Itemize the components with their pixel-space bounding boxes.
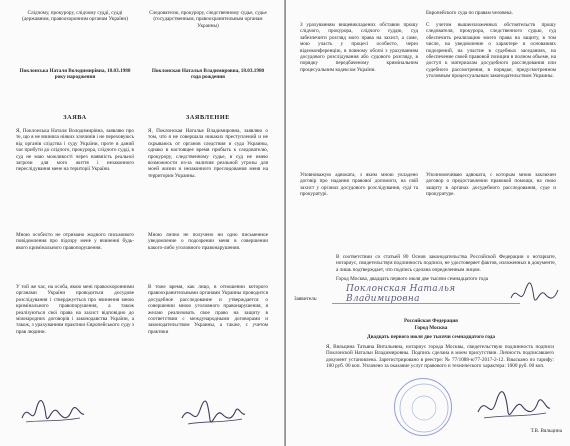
paragraph-2-ru: Мною лично не получено ни одно письменное уведомление о подозрении меня в совершении какого-либо уголовного правонарушения. — [148, 232, 268, 251]
handwritten-signature-name: Поклонская Наталья Владимировна — [346, 284, 456, 304]
notary-seal — [394, 378, 452, 436]
federation-label: Российская Федерация — [403, 318, 458, 324]
addressee-ua: Слідчому, прокурору, слідчому судді, судді (державним, правоохоронним органам України) — [22, 10, 128, 23]
paragraph-r1-ru: С учетом вышеизложенных обстоятельств прошу следователя, прокурора, следственного судью, суд обеспечить реализацию моего права на защиту, в том числе, на уведомление о характере и основаниях подозрений, на участие в судебных заседаниях, на обеспечение своей правовой позиции в полном объеме, на доступ к материалам досудебного расследования или судебного рассмотрения, в порядке, предусмотренном уголовным процессуальным законодательством Украины. — [426, 22, 556, 80]
header-line: Европейского суда по правам человека. — [426, 10, 513, 16]
paragraph-3-ua: У той же час, на особа, якою мені правоохоронними органами України проводиться досудове розслідування і стверджується про вчинення мною кримінального правопорушення, а також реалізуються свої права на захист відповідно до міжнародних договорів і законодавства України, а також, з урахуванням практики Європейського суду з прав людини. — [16, 284, 134, 335]
paragraph-1-ua: Я, Поклонська Наталя Володимирівна, заявляю про те, що я не вчиняла ніяких злочинів і не переховуюсь від органів слідства і суду України, проте в даний час прибути до слідчого, прокурора, слідчого судді, в суд не маю можливості через наявність реальної загрози для мого життя і незаконного переслідування мене на території України. — [16, 128, 134, 173]
paragraph-2-ua: Мною особисто не отримано жодного письмового повідомлення про підозру мене у вчиненні будь-якого кримінального правопорушення. — [16, 232, 134, 251]
paragraph-3-ru: В тоже время, как лицо, в отношении которого правоохранительными органами Украины проводится досудебное расследование и утверждается о совершении мною уголовного правонарушения, я желаю реализовать свое право на защиту в соответствии с международными договорами и законодательством Украины, а также, с учетом практики — [148, 284, 268, 335]
signature-notary — [474, 388, 554, 428]
title-ua: ЗАЯВА — [63, 114, 87, 121]
paragraph-1-ru: Я, Поклонская Наталья Владимировна, заявляю о том, что я не совершала никаких преступлений и не скрываюсь от органов следствия и суда Украины, однако в настоящее время прибыть к следователю, прокурору, следственному судье, в суд не имею возможности из-за наличия реальной угрозы для моей жизни и незаконного преследования меня на территории Украины. — [148, 128, 268, 179]
notary-body: Я, Вяльцина Татьяна Витальевна, нотариус города Москвы, свидетельствую подлинность подписи Поклонской Натальи Владимировны. Подпись сделана в моем присутствии. Личность подписавшего документ установлена. Зарегистрировано в реестре: № 77/1088-н/77-2017-2-12. Взыскано по тарифу: 100 руб. 00 коп. Уплачено за оказание услуг правового и технического характера: 1000 руб. 00 коп. — [326, 344, 554, 370]
notary-signature-name: Т.В. Вяльцина — [530, 428, 562, 434]
notary-disclaimer: В соответствии со статьей 80 Основ законодательства Российской Федерации о нотариате, нотариус, свидетельствуя подлинность подписи, не удостоверяет фактов, изложенных в документе, а лишь подтверждает, что подпись сделана определенным лицом. — [336, 254, 557, 273]
paragraph-r1-ua: З урахуванням вищевикладених обставин прошу слідчого, прокурора, слідчого суддю, суд забезпечити розгляд мого права на захист, а саме, мою участь у процесі особисто, через відеоконференцію, в повному обсязі з урахуванням досудового розслідування або судового розгляду, в порядку передбаченому кримінальним процесуальним кодексом України. — [300, 22, 418, 73]
notary-date-title: Двадцать первого июля две тысячи семнадцатого года — [367, 334, 495, 340]
signature-left-1 — [18, 396, 88, 430]
signature-left-2 — [178, 398, 248, 432]
addressee-ru: Следователю, прокурору, следственному судье, судье (государственным, правоохранительным органам Украины) — [149, 10, 267, 29]
paragraph-r2-ru: Уполномочиваю адвоката, с которым мною заключен договор о предоставлении правовой помощи, на свою защиту в органах досудебного расследования, суде и прокуратуре. — [426, 172, 556, 198]
city-label: Город Москва — [414, 325, 448, 331]
document-page-right — [286, 0, 570, 446]
title-ru: ЗАЯВЛЕНИЕ — [186, 114, 230, 121]
city-date-line: Город Москва, двадцать первого июля две тысячи семнадцатого года — [336, 276, 489, 282]
paragraph-r2-ua: Уповноважую адвоката, з яким мною укладено договір про надання правової допомоги, на свій захист у органах досудового розслідування, суді та прокуратурі. — [300, 172, 418, 198]
author-ua: Поклонська Наталя Володимирівна, 18.03.1980 року народження — [19, 68, 131, 81]
author-ru: Поклонская Наталья Владимировна, 18.03.1980 года рождения — [151, 68, 265, 81]
signature-right-1 — [508, 280, 564, 308]
signature-label: Заявитель: — [294, 296, 318, 302]
